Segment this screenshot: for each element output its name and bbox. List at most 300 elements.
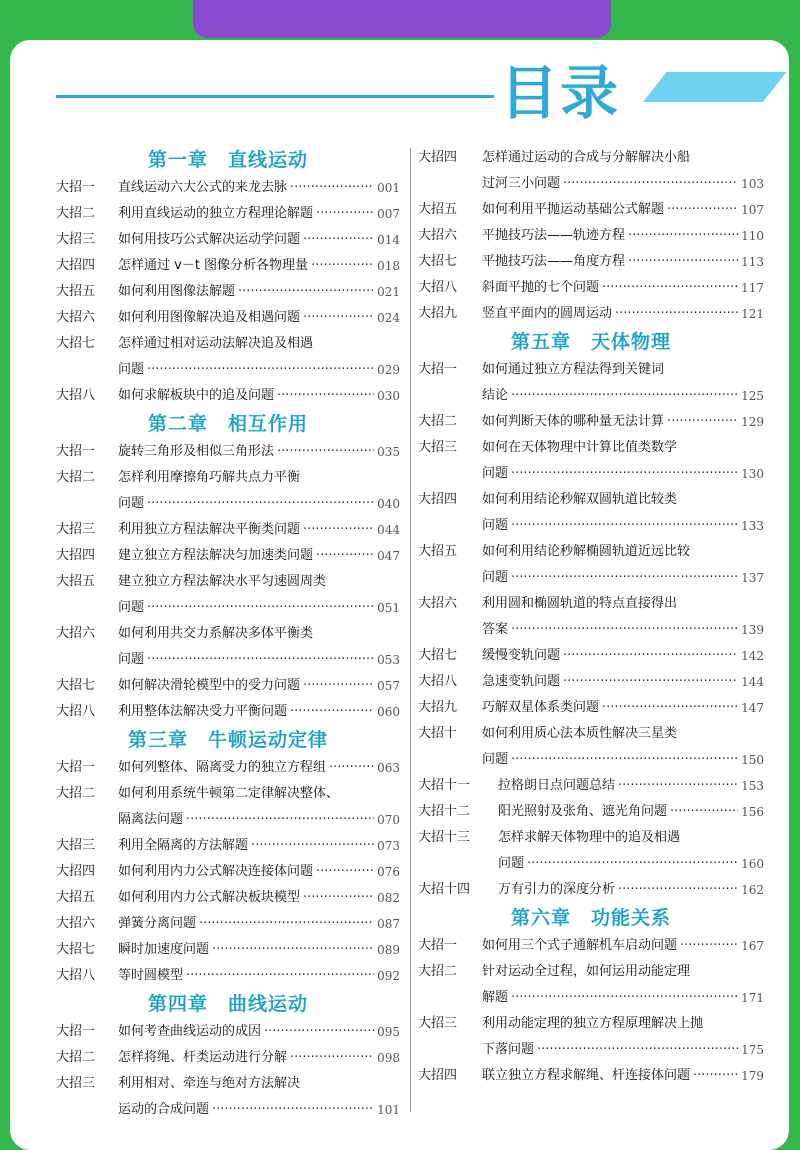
- toc-entry-body: [118, 465, 400, 517]
- page-number: 029: [377, 363, 400, 377]
- toc-entry-title: 问题: [482, 466, 509, 481]
- toc-entry-label: 大招六: [56, 310, 96, 325]
- toc-entry[interactable]: [56, 569, 400, 621]
- toc-entry[interactable]: [56, 253, 400, 279]
- toc-entry-title: 建立独立方程法解决匀加速类问题: [118, 548, 314, 563]
- page-number: 060: [377, 705, 400, 719]
- toc-entry[interactable]: [418, 933, 764, 959]
- toc-entry-title: 阳光照射及张角、遮光角问题: [498, 804, 668, 819]
- dot-leader: [316, 859, 374, 885]
- toc-entry-title-line: [482, 383, 764, 409]
- toc-entry-body: [482, 669, 764, 695]
- toc-entry-body: [482, 487, 764, 539]
- dot-leader: [251, 833, 374, 859]
- chapter-heading: 第六章 功能关系: [510, 907, 671, 929]
- page-number: 153: [741, 779, 764, 793]
- toc-entry[interactable]: [56, 201, 400, 227]
- toc-entry[interactable]: [418, 721, 764, 773]
- toc-entry-title-line: [118, 175, 400, 201]
- page-number: 137: [741, 571, 764, 585]
- dot-leader: [511, 747, 738, 773]
- toc-entry-label: 大招一: [56, 180, 96, 195]
- toc-entry-title: 平抛技巧法——轨迹方程: [482, 228, 626, 243]
- toc-entry[interactable]: [56, 963, 400, 989]
- toc-entry-title-line: [118, 859, 400, 885]
- toc-entry[interactable]: [418, 275, 764, 301]
- toc-entry-body: [482, 275, 764, 301]
- toc-entry-title-line: [118, 1019, 400, 1045]
- dot-leader: [212, 1097, 374, 1123]
- toc-entry-title-line: [118, 279, 400, 305]
- page-number: 070: [377, 813, 400, 827]
- toc-entry-title-line: [482, 669, 764, 695]
- toc-entry[interactable]: [418, 357, 764, 409]
- dot-leader: [511, 985, 738, 1011]
- toc-entry[interactable]: [56, 1071, 400, 1123]
- toc-entry-title: 下落问题: [482, 1042, 535, 1057]
- page-number: 142: [741, 649, 764, 663]
- toc-entry-title-line1: 建立独立方程法解决水平匀速圆周类: [118, 574, 327, 589]
- toc-entry-body: [118, 699, 400, 725]
- toc-entry-label: 大招七: [56, 942, 96, 957]
- toc-entry-label: 大招四: [56, 864, 96, 879]
- toc-entry[interactable]: [56, 833, 400, 859]
- page-number: 089: [377, 943, 400, 957]
- toc-entry[interactable]: [56, 227, 400, 253]
- dot-leader: [303, 885, 374, 911]
- toc-entry-label: 大招一: [56, 444, 96, 459]
- toc-entry-title: 利用整体法解决受力平衡问题: [118, 704, 288, 719]
- toc-entry-title-line: [482, 747, 764, 773]
- toc-entry-title-line: [482, 643, 764, 669]
- toc-entry-title-line: [118, 517, 400, 543]
- dot-leader: [667, 409, 738, 435]
- toc-entry-body: [482, 1063, 764, 1089]
- toc-entry-title-line1: 怎样利用摩擦角巧解共点力平衡: [118, 470, 301, 485]
- toc-entry-label: 大招六: [418, 228, 458, 243]
- toc-entry-title: 如何利用图像解决追及相遇问题: [118, 310, 301, 325]
- page-number: 044: [377, 523, 400, 537]
- title-rule: [56, 95, 494, 98]
- toc-entry-title: 如何列整体、隔离受力的独立方程组: [118, 760, 327, 775]
- toc-entry-title: 怎样通过 v－t 图像分析各物理量: [118, 258, 309, 273]
- page-number: 175: [741, 1043, 764, 1057]
- dot-leader: [602, 275, 738, 301]
- toc-entry-label: 大招十二: [418, 804, 471, 819]
- dot-leader: [511, 565, 738, 591]
- toc-entry-label: 大招七: [418, 254, 458, 269]
- toc-entry-title: 利用直线运动的独立方程理论解题: [118, 206, 314, 221]
- toc-entry-label: 大招六: [56, 916, 96, 931]
- toc-entry-label: 大招四: [418, 492, 458, 507]
- toc-entry-title-line: [118, 227, 400, 253]
- toc-entry-body: [482, 539, 764, 591]
- toc-entry-title: 如何求解板块中的追及问题: [118, 388, 275, 403]
- page-number: 101: [377, 1103, 400, 1117]
- toc-entry-label: 大招一: [56, 1024, 96, 1039]
- toc-entry-body: [118, 911, 400, 937]
- toc-entry-title-line: [118, 305, 400, 331]
- toc-entry-title-line: [482, 1037, 764, 1063]
- toc-entry-body: [498, 825, 764, 877]
- toc-entry-title-line1: 如何通过独立方程法得到关键词: [482, 362, 665, 377]
- toc-entry-label: 大招五: [56, 284, 96, 299]
- toc-entry-title-line1: 利用动能定理的独立方程原理解决上抛: [482, 1016, 704, 1031]
- toc-entry-body: [482, 1011, 764, 1063]
- page-number: 047: [377, 549, 400, 563]
- toc-entry-label: 大招四: [56, 548, 96, 563]
- page-number: 021: [377, 285, 400, 299]
- toc-entry-label: 大招二: [56, 1050, 96, 1065]
- toc-entry-label: 大招八: [418, 280, 458, 295]
- page-number: 156: [741, 805, 764, 819]
- dot-leader: [199, 911, 374, 937]
- toc-entry-title: 问题: [118, 600, 145, 615]
- toc-entry[interactable]: [56, 781, 400, 833]
- toc-entry-title: 如何解决滑轮模型中的受力问题: [118, 678, 301, 693]
- toc-entry-title: 拉格朗日点问题总结: [498, 778, 616, 793]
- toc-entry[interactable]: [56, 305, 400, 331]
- page-number: 082: [377, 891, 400, 905]
- toc-entry[interactable]: [418, 591, 764, 643]
- dot-leader: [277, 439, 374, 465]
- toc-entry[interactable]: [418, 539, 764, 591]
- page-number: 113: [741, 255, 764, 269]
- toc-entry-body: [118, 885, 400, 911]
- toc-right-column: [418, 145, 764, 1089]
- page-number: 098: [377, 1051, 400, 1065]
- chapter-heading: 第四章 曲线运动: [147, 993, 308, 1015]
- toc-entry-title: 如何利用内力公式解决板块模型: [118, 890, 301, 905]
- toc-entry-title: 问题: [482, 570, 509, 585]
- toc-entry-label: 大招九: [418, 306, 458, 321]
- toc-entry-body: [482, 249, 764, 275]
- toc-entry[interactable]: [56, 439, 400, 465]
- toc-entry-title-line: [482, 275, 764, 301]
- toc-entry[interactable]: [56, 279, 400, 305]
- toc-entry-title-line1: 针对运动全过程，如何运用动能定理: [482, 964, 691, 979]
- toc-entry-body: [482, 643, 764, 669]
- toc-entry-body: [482, 301, 764, 327]
- dot-leader: [563, 643, 738, 669]
- dot-leader: [303, 305, 374, 331]
- toc-entry-title: 过河三小问题: [482, 176, 561, 191]
- toc-entry-title: 问题: [118, 652, 145, 667]
- toc-entry-title-line: [118, 755, 400, 781]
- toc-entry-title: 瞬时加速度问题: [118, 942, 210, 957]
- toc-entry[interactable]: [56, 175, 400, 201]
- toc-entry[interactable]: [56, 911, 400, 937]
- toc-entry[interactable]: [418, 643, 764, 669]
- page-number: 001: [377, 181, 400, 195]
- page-number: 051: [377, 601, 400, 615]
- toc-entry-title-line: [482, 1063, 764, 1089]
- toc-entry-body: [498, 799, 764, 825]
- toc-entry-title-line: [482, 171, 764, 197]
- top-banner-tab: [193, 0, 611, 38]
- toc-entry-label: 大招六: [418, 596, 458, 611]
- toc-entry[interactable]: [418, 1063, 764, 1089]
- toc-entry-label: 大招四: [418, 1068, 458, 1083]
- toc-entry-label: 大招三: [418, 440, 458, 455]
- page-number: 103: [741, 177, 764, 191]
- toc-entry-title-line1: 如何利用结论秒解双圆轨道比较类: [482, 492, 678, 507]
- toc-entry[interactable]: [56, 755, 400, 781]
- toc-entry-label: 大招九: [418, 700, 458, 715]
- toc-entry-title-line: [118, 963, 400, 989]
- page-number: 057: [377, 679, 400, 693]
- dot-leader: [212, 937, 374, 963]
- toc-entry-label: 大招四: [418, 150, 458, 165]
- chapter-heading: 第五章 天体物理: [510, 331, 671, 353]
- toc-entry-title: 弹簧分离问题: [118, 916, 197, 931]
- toc-entry-title-line: [498, 877, 764, 903]
- toc-entry-body: [118, 227, 400, 253]
- toc-entry-label: 大招八: [56, 968, 96, 983]
- toc-entry[interactable]: [418, 197, 764, 223]
- dot-leader: [264, 1019, 374, 1045]
- toc-entry-body: [118, 439, 400, 465]
- toc-entry-title: 如何利用内力公式解决连接体问题: [118, 864, 314, 879]
- toc-entry-title-line: [498, 851, 764, 877]
- dot-leader: [277, 383, 374, 409]
- toc-entry-body: [118, 543, 400, 569]
- toc-entry[interactable]: [56, 673, 400, 699]
- toc-entry-title-line1: 怎样通过运动的合成与分解解决小船: [482, 150, 691, 165]
- toc-entry-label: 大招六: [56, 626, 96, 641]
- toc-entry-title-line: [118, 885, 400, 911]
- title-decoration: [643, 72, 786, 102]
- toc-entry[interactable]: [56, 1019, 400, 1045]
- dot-leader: [303, 517, 374, 543]
- toc-entry-label: 大招二: [56, 786, 96, 801]
- toc-entry-title-line: [118, 1097, 400, 1123]
- toc-entry-title: 运动的合成问题: [118, 1102, 210, 1117]
- toc-entry-title: 如何用技巧公式解决运动学问题: [118, 232, 301, 247]
- dot-leader: [311, 253, 374, 279]
- toc-entry-body: [118, 937, 400, 963]
- toc-entry-body: [482, 145, 764, 197]
- page-number: 063: [377, 761, 400, 775]
- page-number: 139: [741, 623, 764, 637]
- toc-entry-label: 大招一: [418, 938, 458, 953]
- toc-entry-label: 大招二: [418, 964, 458, 979]
- page-number: 073: [377, 839, 400, 853]
- toc-entry-title: 联立独立方程求解绳、杆连接体问题: [482, 1068, 691, 1083]
- dot-leader: [316, 543, 374, 569]
- dot-leader: [511, 513, 738, 539]
- toc-entry-title: 平抛技巧法——角度方程: [482, 254, 626, 269]
- toc-entry-title: 巧解双星体系类问题: [482, 700, 600, 715]
- toc-entry[interactable]: [418, 773, 764, 799]
- dot-leader: [147, 647, 374, 673]
- page-number: 030: [377, 389, 400, 403]
- toc-entry[interactable]: [418, 487, 764, 539]
- toc-entry-title-line: [118, 543, 400, 569]
- toc-entry[interactable]: [418, 669, 764, 695]
- page-number: 160: [741, 857, 764, 871]
- toc-entry[interactable]: [418, 695, 764, 721]
- page-number: 167: [741, 939, 764, 953]
- toc-entry-label: 大招十四: [418, 882, 471, 897]
- toc-entry-title: 缓慢变轨问题: [482, 648, 561, 663]
- toc-entry-body: [118, 305, 400, 331]
- toc-entry-title-line1: 如何利用质心法本质性解决三星类: [482, 726, 678, 741]
- page-number: 125: [741, 389, 764, 403]
- toc-entry-title-line: [482, 695, 764, 721]
- toc-entry[interactable]: [418, 409, 764, 435]
- toc-entry-title: 问题: [498, 856, 525, 871]
- toc-entry[interactable]: [418, 825, 764, 877]
- toc-entry[interactable]: [418, 799, 764, 825]
- dot-leader: [303, 673, 374, 699]
- toc-entry-body: [118, 279, 400, 305]
- toc-entry-body: [482, 435, 764, 487]
- toc-entry[interactable]: [56, 937, 400, 963]
- toc-entry[interactable]: [418, 435, 764, 487]
- page-number: 095: [377, 1025, 400, 1039]
- dot-leader: [290, 175, 374, 201]
- toc-entry-label: 大招十三: [418, 830, 471, 845]
- toc-entry-title: 斜面平抛的七个问题: [482, 280, 600, 295]
- toc-entry-body: [482, 409, 764, 435]
- toc-entry[interactable]: [418, 145, 764, 197]
- toc-entry-label: 大招三: [418, 1016, 458, 1031]
- toc-entry-body: [482, 959, 764, 1011]
- dot-leader: [527, 851, 738, 877]
- toc-entry-body: [482, 695, 764, 721]
- page-number: 087: [377, 917, 400, 931]
- page-number: 007: [377, 207, 400, 221]
- toc-entry-body: [118, 859, 400, 885]
- toc-entry-title: 直线运动六大公式的来龙去脉: [118, 180, 288, 195]
- toc-entry-body: [118, 253, 400, 279]
- toc-entry-title: 万有引力的深度分析: [498, 882, 616, 897]
- toc-entry-title-line: [482, 933, 764, 959]
- toc-entry-title: 如何考查曲线运动的成因: [118, 1024, 262, 1039]
- dot-leader: [186, 807, 374, 833]
- dot-leader: [238, 279, 374, 305]
- toc-entry-title: 利用全隔离的方法解题: [118, 838, 249, 853]
- toc-entry[interactable]: [56, 699, 400, 725]
- toc-entry-title: 如何利用图像法解题: [118, 284, 236, 299]
- toc-entry-label: 大招二: [56, 470, 96, 485]
- toc-entry-title-line: [118, 647, 400, 673]
- page-number: 179: [741, 1069, 764, 1083]
- page-number: 076: [377, 865, 400, 879]
- toc-entry-title: 怎样将绳、杆类运动进行分解: [118, 1050, 288, 1065]
- toc-entry-label: 大招八: [56, 704, 96, 719]
- toc-entry-title: 急速变轨问题: [482, 674, 561, 689]
- toc-entry[interactable]: [56, 331, 400, 383]
- toc-entry-label: 大招五: [418, 202, 458, 217]
- toc-entry-title-line: [118, 911, 400, 937]
- dot-leader: [537, 1037, 738, 1063]
- dot-leader: [329, 755, 374, 781]
- page-number: 053: [377, 653, 400, 667]
- page-number: 171: [741, 991, 764, 1005]
- toc-entry[interactable]: [418, 1011, 764, 1063]
- toc-entry-title: 如何利用平抛运动基础公式解题: [482, 202, 665, 217]
- toc-entry-label: 大招一: [418, 362, 458, 377]
- page-number: 117: [741, 281, 764, 295]
- toc-entry-body: [482, 591, 764, 643]
- toc-entry-title-line: [482, 985, 764, 1011]
- dot-leader: [186, 963, 374, 989]
- toc-entry[interactable]: [56, 885, 400, 911]
- toc-entry-title: 竖直平面内的圆周运动: [482, 306, 613, 321]
- toc-entry-title-line: [482, 461, 764, 487]
- page-number: 150: [741, 753, 764, 767]
- dot-leader: [680, 933, 738, 959]
- toc-entry-title-line: [118, 1045, 400, 1071]
- toc-entry[interactable]: [56, 383, 400, 409]
- toc-entry-label: 大招二: [418, 414, 458, 429]
- page-title: 目录: [500, 59, 621, 127]
- toc-entry-label: 大招十: [418, 726, 458, 741]
- toc-entry-body: [118, 673, 400, 699]
- toc-entry-body: [118, 621, 400, 673]
- toc-entry-body: [118, 175, 400, 201]
- toc-entry[interactable]: [418, 877, 764, 903]
- chapter-heading: 第一章 直线运动: [147, 149, 308, 171]
- toc-entry[interactable]: [56, 621, 400, 673]
- dot-leader: [563, 669, 738, 695]
- toc-entry-body: [498, 773, 764, 799]
- toc-entry[interactable]: [56, 465, 400, 517]
- dot-leader: [628, 249, 738, 275]
- toc-entry-title-line: [482, 249, 764, 275]
- chapter-heading: 第三章 牛顿运动定律: [127, 729, 328, 751]
- toc-entry-title: 问题: [118, 362, 145, 377]
- toc-entry[interactable]: [56, 517, 400, 543]
- toc-entry-title-line: [482, 617, 764, 643]
- toc-entry-body: [118, 781, 400, 833]
- dot-leader: [303, 227, 374, 253]
- toc-entry-body: [118, 331, 400, 383]
- toc-entry-title-line: [498, 799, 764, 825]
- toc-entry-title: 等时圆模型: [118, 968, 184, 983]
- page-number: 130: [741, 467, 764, 481]
- toc-entry[interactable]: [418, 301, 764, 327]
- page-number: 144: [741, 675, 764, 689]
- toc-entry[interactable]: [56, 543, 400, 569]
- toc-entry-label: 大招三: [56, 232, 96, 247]
- dot-leader: [316, 201, 374, 227]
- toc-entry-title-line1: 如何在天体物理中计算比值类数学: [482, 440, 678, 455]
- toc-entry[interactable]: [418, 959, 764, 1011]
- toc-entry-label: 大招八: [56, 388, 96, 403]
- dot-leader: [511, 383, 738, 409]
- toc-entry-label: 大招二: [56, 206, 96, 221]
- page-number: 107: [741, 203, 764, 217]
- toc-entry[interactable]: [418, 223, 764, 249]
- toc-entry[interactable]: [56, 1045, 400, 1071]
- toc-entry-label: 大招五: [56, 574, 96, 589]
- toc-entry-label: 大招八: [418, 674, 458, 689]
- toc-entry-title-line: [118, 491, 400, 517]
- toc-entry-body: [482, 933, 764, 959]
- page-number: 024: [377, 311, 400, 325]
- toc-entry-title-line1: 如何利用结论秒解椭圆轨道近远比较: [482, 544, 691, 559]
- toc-entry-label: 大招三: [56, 838, 96, 853]
- toc-entry[interactable]: [56, 859, 400, 885]
- toc-entry-title-line: [482, 513, 764, 539]
- dot-leader: [628, 223, 738, 249]
- toc-entry[interactable]: [418, 249, 764, 275]
- toc-entry-title: 解题: [482, 990, 509, 1005]
- dot-leader: [693, 1063, 738, 1089]
